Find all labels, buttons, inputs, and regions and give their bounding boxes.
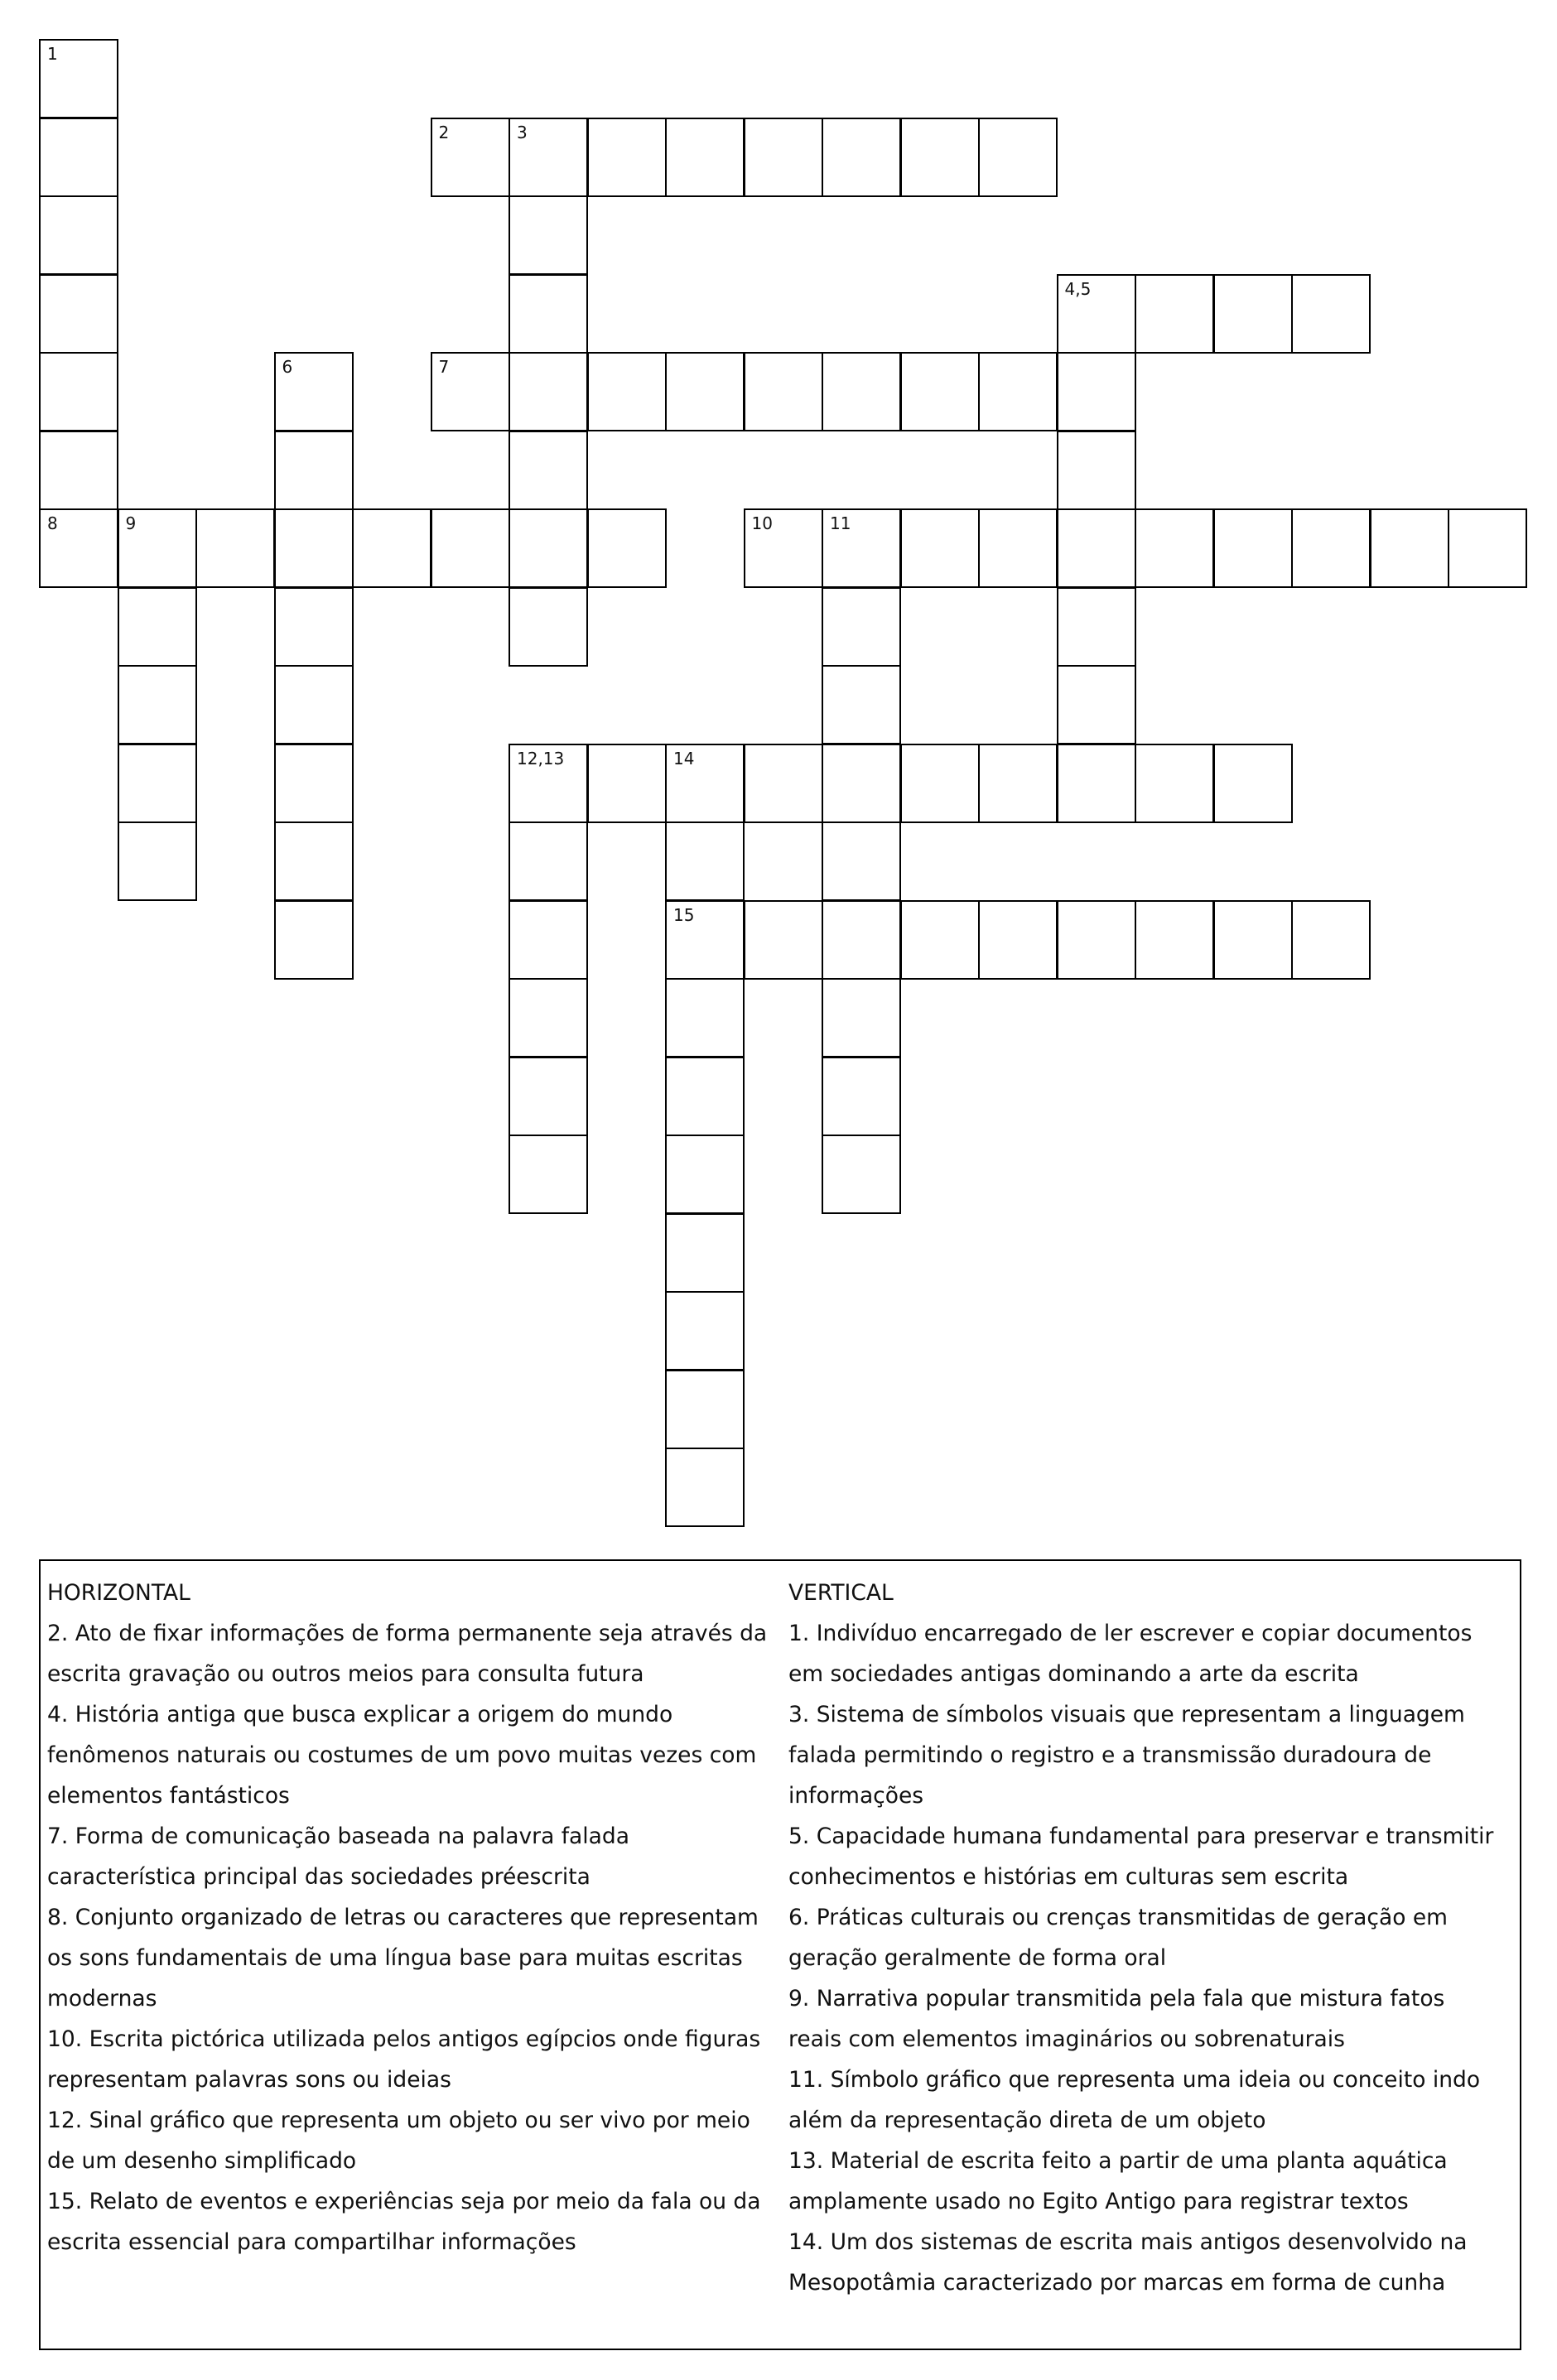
crossword-cell[interactable]	[509, 900, 588, 980]
crossword-cell[interactable]	[509, 431, 588, 510]
crossword-cell[interactable]	[900, 508, 980, 588]
crossword-cell[interactable]	[195, 508, 275, 588]
crossword-cell[interactable]	[744, 118, 823, 197]
crossword-cell[interactable]	[509, 1057, 588, 1136]
crossword-cell[interactable]	[900, 352, 980, 431]
clue-line: informações	[788, 1783, 924, 1809]
crossword-cell[interactable]	[822, 900, 901, 980]
crossword-cell[interactable]	[118, 744, 197, 823]
crossword-cell[interactable]	[509, 508, 588, 588]
clues-box	[39, 1559, 1521, 2350]
crossword-cell[interactable]	[39, 352, 118, 431]
crossword-cell[interactable]	[509, 587, 588, 667]
crossword-cell[interactable]	[1291, 900, 1371, 980]
crossword-cell[interactable]	[665, 1213, 745, 1293]
crossword-cell[interactable]	[431, 118, 510, 197]
crossword-cell[interactable]	[1057, 665, 1136, 744]
clue-number: 6	[282, 357, 293, 377]
clue-line: os sons fundamentais de uma língua base para muitas escritas	[47, 1945, 743, 1971]
crossword-cell[interactable]	[1135, 508, 1214, 588]
crossword-cell[interactable]	[118, 665, 197, 744]
crossword-cell[interactable]	[274, 352, 354, 431]
crossword-cell[interactable]	[274, 744, 354, 823]
crossword-cell[interactable]	[431, 352, 510, 431]
crossword-cell[interactable]	[1057, 431, 1136, 510]
crossword-cell[interactable]	[978, 744, 1058, 823]
crossword-cell[interactable]	[744, 352, 823, 431]
crossword-cell[interactable]	[822, 508, 901, 588]
crossword-cell[interactable]	[822, 352, 901, 431]
clue-line: geração geralmente de forma oral	[788, 1945, 1167, 1971]
crossword-cell[interactable]	[509, 195, 588, 275]
clue-line: escrita gravação ou outros meios para consulta futura	[47, 1661, 644, 1687]
crossword-cell[interactable]	[1213, 900, 1293, 980]
crossword-cell[interactable]	[822, 1135, 901, 1214]
clue-line: reais com elementos imaginários ou sobrenaturais	[788, 2026, 1345, 2052]
clue-number: 15	[673, 904, 695, 925]
crossword-cell[interactable]	[509, 1135, 588, 1214]
crossword-cell[interactable]	[665, 1057, 745, 1136]
crossword-cell[interactable]	[352, 508, 431, 588]
clue-line: elementos fantásticos	[47, 1783, 290, 1809]
clue-number: 9	[125, 513, 137, 533]
crossword-cell[interactable]	[39, 118, 118, 197]
crossword-cell[interactable]	[1057, 587, 1136, 667]
clue-line: característica principal das sociedades préescrita	[47, 1864, 591, 1890]
clue-line: 3. Sistema de símbolos visuais que representam a linguagem	[788, 1702, 1465, 1727]
clue-line: amplamente usado no Egito Antigo para registrar textos	[788, 2189, 1409, 2214]
crossword-cell[interactable]	[665, 1291, 745, 1371]
clue-number: 8	[47, 513, 58, 533]
clue-number: 1	[47, 44, 58, 64]
clue-line: representam palavras sons ou ideias	[47, 2067, 451, 2093]
horizontal-clues-title: HORIZONTAL	[47, 1580, 190, 1606]
crossword-cell[interactable]	[1057, 352, 1136, 431]
crossword-cell[interactable]	[978, 352, 1058, 431]
crossword-cell[interactable]	[587, 352, 667, 431]
crossword-cell[interactable]	[118, 508, 197, 588]
crossword-cell[interactable]	[1291, 274, 1371, 354]
crossword-cell[interactable]	[744, 744, 823, 823]
crossword-cell[interactable]	[587, 744, 667, 823]
crossword-cell[interactable]	[1057, 274, 1136, 354]
clue-line: fenômenos naturais ou costumes de um povo muitas vezes com	[47, 1742, 757, 1768]
clue-number: 7	[438, 357, 450, 377]
clue-line: 2. Ato de fixar informações de forma permanente seja através da	[47, 1621, 768, 1646]
crossword-cell[interactable]	[509, 274, 588, 354]
clue-line: 7. Forma de comunicação baseada na palavra falada	[47, 1824, 629, 1849]
clue-line: 6. Práticas culturais ou crenças transmitidas de geração em	[788, 1905, 1448, 1930]
clue-number: 10	[751, 513, 773, 533]
crossword-cell[interactable]	[509, 352, 588, 431]
crossword-cell[interactable]	[39, 39, 118, 118]
crossword-cell[interactable]	[118, 587, 197, 667]
crossword-cell[interactable]	[665, 744, 745, 823]
crossword-cell[interactable]	[39, 431, 118, 510]
clue-line: além da representação direta de um objeto	[788, 2108, 1266, 2133]
crossword-cell[interactable]	[118, 821, 197, 901]
clue-line: conhecimentos e histórias em culturas sem escrita	[788, 1864, 1349, 1890]
crossword-cell[interactable]	[822, 118, 901, 197]
crossword-cell[interactable]	[274, 508, 354, 588]
crossword-cell[interactable]	[509, 821, 588, 901]
crossword-cell[interactable]	[900, 900, 980, 980]
crossword-cell[interactable]	[665, 118, 745, 197]
crossword-cell[interactable]	[274, 821, 354, 901]
crossword-cell[interactable]	[665, 1135, 745, 1214]
crossword-cell[interactable]	[822, 821, 901, 901]
clue-line: modernas	[47, 1986, 157, 2011]
clue-line: 13. Material de escrita feito a partir de uma planta aquática	[788, 2148, 1448, 2174]
crossword-cell[interactable]	[39, 274, 118, 354]
clue-number: 12,13	[517, 748, 565, 768]
crossword-cell[interactable]	[744, 508, 823, 588]
crossword-cell[interactable]	[431, 508, 510, 588]
clue-line: 4. História antiga que busca explicar a origem do mundo	[47, 1702, 673, 1727]
crossword-cell[interactable]	[822, 978, 901, 1058]
crossword-cell[interactable]	[822, 744, 901, 823]
crossword-cell[interactable]	[978, 508, 1058, 588]
crossword-cell[interactable]	[822, 587, 901, 667]
crossword-cell[interactable]	[587, 118, 667, 197]
clue-line: 15. Relato de eventos e experiências seja por meio da fala ou da	[47, 2189, 761, 2214]
crossword-cell[interactable]	[1057, 900, 1136, 980]
clue-number: 4,5	[1064, 278, 1092, 299]
crossword-cell[interactable]	[978, 118, 1058, 197]
crossword-cell[interactable]	[509, 118, 588, 197]
crossword-cell[interactable]	[822, 665, 901, 744]
crossword-cell[interactable]	[900, 744, 980, 823]
crossword-cell[interactable]	[587, 508, 667, 588]
crossword-cell[interactable]	[1135, 274, 1214, 354]
crossword-cell[interactable]	[665, 352, 745, 431]
crossword-cell[interactable]	[978, 900, 1058, 980]
crossword-cell[interactable]	[1370, 508, 1449, 588]
crossword-cell[interactable]	[274, 431, 354, 510]
crossword-cell[interactable]	[1213, 508, 1293, 588]
crossword-cell[interactable]	[665, 1370, 745, 1449]
clue-number: 2	[438, 122, 450, 142]
clue-line: 11. Símbolo gráfico que representa uma ideia ou conceito indo	[788, 2067, 1481, 2093]
crossword-cell[interactable]	[274, 587, 354, 667]
clue-number: 3	[517, 122, 528, 142]
clue-number: 14	[673, 748, 695, 768]
clue-line: de um desenho simplificado	[47, 2148, 357, 2174]
crossword-cell[interactable]	[900, 118, 980, 197]
crossword-cell[interactable]	[744, 900, 823, 980]
clue-line: 10. Escrita pictórica utilizada pelos antigos egípcios onde figuras	[47, 2026, 761, 2052]
vertical-clues-title: VERTICAL	[788, 1580, 894, 1606]
crossword-cell[interactable]	[1057, 744, 1136, 823]
crossword-cell[interactable]	[1448, 508, 1527, 588]
crossword-cell[interactable]	[665, 900, 745, 980]
crossword-cell[interactable]	[274, 900, 354, 980]
clue-number: 11	[830, 513, 851, 533]
crossword-cell[interactable]	[1057, 508, 1136, 588]
clue-line: falada permitindo o registro e a transmissão duradoura de	[788, 1742, 1432, 1768]
crossword-cell[interactable]	[1135, 744, 1214, 823]
clue-line: 1. Indivíduo encarregado de ler escrever e copiar documentos	[788, 1621, 1473, 1646]
horizontal-clues	[47, 1573, 767, 2262]
crossword-cell[interactable]	[509, 744, 588, 823]
crossword-cell[interactable]	[1213, 744, 1293, 823]
clue-line: 8. Conjunto organizado de letras ou caracteres que representam	[47, 1905, 759, 1930]
crossword-cell[interactable]	[39, 195, 118, 275]
clue-line: Mesopotâmia caracterizado por marcas em forma de cunha	[788, 2270, 1446, 2296]
vertical-clues	[788, 1573, 1493, 2303]
crossword-cell[interactable]	[509, 978, 588, 1058]
clue-line: 12. Sinal gráfico que representa um objeto ou ser vivo por meio	[47, 2108, 750, 2133]
crossword-cell[interactable]	[1213, 274, 1293, 354]
clue-line: 5. Capacidade humana fundamental para preservar e transmitir	[788, 1824, 1494, 1849]
crossword-cell[interactable]	[1291, 508, 1371, 588]
crossword-cell[interactable]	[665, 821, 745, 901]
crossword-cell[interactable]	[822, 1057, 901, 1136]
clue-line: 14. Um dos sistemas de escrita mais antigos desenvolvido na	[788, 2229, 1468, 2255]
crossword-cell[interactable]	[1135, 900, 1214, 980]
crossword-cell[interactable]	[274, 665, 354, 744]
clue-line: escrita essencial para compartilhar informações	[47, 2229, 576, 2255]
crossword-cell[interactable]	[39, 508, 118, 588]
clue-line: em sociedades antigas dominando a arte da escrita	[788, 1661, 1359, 1687]
clue-line: 9. Narrativa popular transmitida pela fala que mistura fatos	[788, 1986, 1445, 2011]
crossword-cell[interactable]	[665, 1448, 745, 1527]
crossword-cell[interactable]	[665, 978, 745, 1058]
